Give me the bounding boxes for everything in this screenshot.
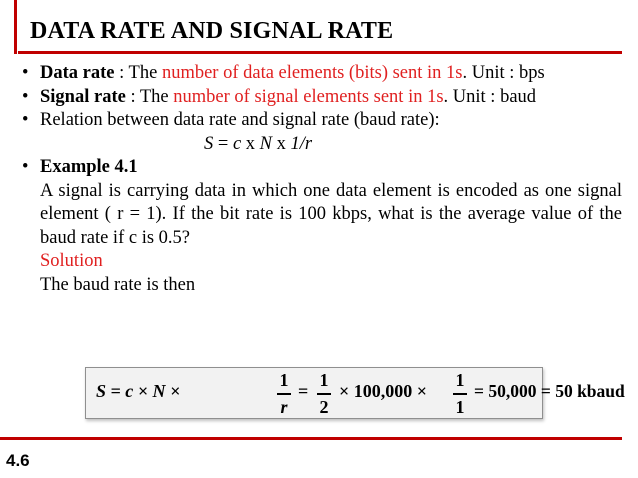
bullet-data-rate xyxy=(22,62,622,86)
formula-c: c xyxy=(232,133,242,154)
data-rate-definition: number of data elements (bits) sent in 1s xyxy=(161,63,463,83)
fraction-bar xyxy=(453,393,467,395)
solution-formula-box xyxy=(85,367,625,419)
formula-r: 1/r xyxy=(290,133,313,154)
formula-times-2: x xyxy=(272,133,291,154)
separator-text: : The xyxy=(125,86,174,107)
bullet-example xyxy=(22,156,622,180)
fraction-2-denominator: 2 xyxy=(319,397,329,417)
title-divider xyxy=(18,51,622,54)
bullet-relation xyxy=(22,109,622,133)
bullet-signal-rate xyxy=(22,86,622,110)
fraction-1-over-r xyxy=(277,370,291,418)
fraction-2-numerator: 1 xyxy=(319,370,329,390)
fraction-3-numerator: 1 xyxy=(455,370,465,390)
formula-s: S xyxy=(204,133,214,154)
relation-formula xyxy=(22,133,622,157)
signal-rate-unit: . Unit : baud xyxy=(443,86,537,107)
left-accent-bar xyxy=(14,0,17,54)
term-data-rate: Data rate xyxy=(40,63,115,83)
relation-text: Relation between data rate and signal rate (baud rate): xyxy=(40,110,440,130)
example-body: A signal is carrying data in which one data element is encoded as one signal element ( r = 1). If the bit rate is 100 kbps, what is the average value of the baud rate if c is 0.5? xyxy=(40,180,622,248)
solution-label: Solution xyxy=(40,251,103,271)
slide-title: DATA RATE AND SIGNAL RATE xyxy=(30,18,394,44)
term-signal-rate: Signal rate xyxy=(40,86,126,107)
formula-result: = 50,000 = 50 kbaud xyxy=(474,381,625,401)
solution-text: The baud rate is then xyxy=(40,274,196,295)
bullet-marker: • xyxy=(22,86,29,107)
fraction-1-over-2 xyxy=(317,370,331,418)
bullet-marker: • xyxy=(22,63,29,83)
fraction-1-numerator: 1 xyxy=(279,370,289,390)
fraction-bar xyxy=(277,393,291,395)
fraction-3-denominator: 1 xyxy=(455,397,465,417)
bullet-list xyxy=(22,62,622,297)
formula-eq: = xyxy=(213,133,233,154)
fraction-bar xyxy=(317,393,331,395)
fraction-1-denominator: r xyxy=(280,397,288,417)
separator-text: : The xyxy=(114,63,162,83)
formula-n: N xyxy=(259,133,272,154)
bullet-marker: • xyxy=(22,110,29,130)
formula-middle: × 100,000 × xyxy=(339,381,428,401)
fraction-1-over-1 xyxy=(453,370,467,418)
signal-rate-definition: number of signal elements sent in 1s xyxy=(173,86,444,107)
data-rate-unit: . Unit : bps xyxy=(462,63,545,83)
formula-lhs-text: S = c × N × xyxy=(96,381,181,401)
formula-equals: = xyxy=(298,381,309,401)
formula-lhs xyxy=(96,381,180,402)
formula-times-1: x xyxy=(241,133,260,154)
bullet-marker: • xyxy=(22,157,29,177)
example-heading: Example 4.1 xyxy=(40,157,138,177)
footer-divider xyxy=(0,437,622,440)
page-number: 4.6 xyxy=(6,451,30,470)
solution-formula xyxy=(86,368,625,418)
